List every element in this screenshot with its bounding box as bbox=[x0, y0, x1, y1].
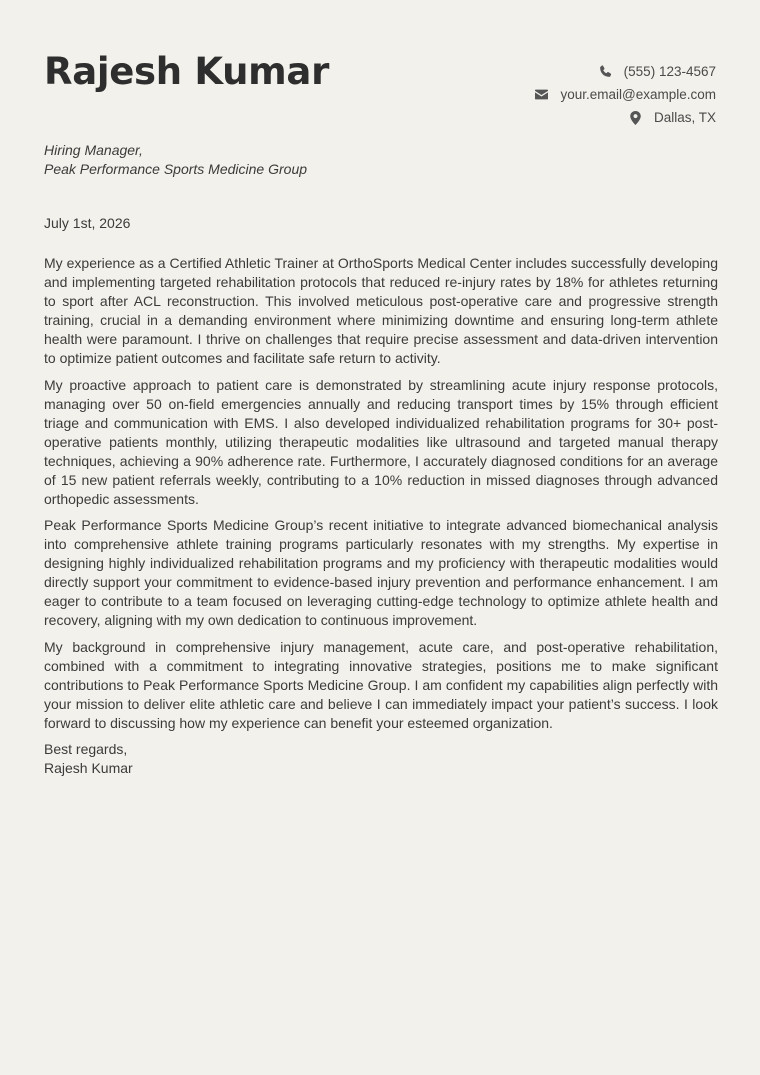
email-text: your.email@example.com bbox=[560, 87, 716, 102]
envelope-icon bbox=[535, 88, 548, 101]
body-paragraph-1: My experience as a Certified Athletic Trainer at OrthoSports Medical Center includes successfully developing and implementing targeted rehabilitation protocols that reduced re-injury rates by 18% for athletes returning to sport after ACL reconstruction. This involved meticulous post-operative care and progressive strength training, crucial in a demanding environment where minimizing downtime and ensuring long-term athlete health were paramount. I thrive on challenges that require precise assessment and data-driven intervention to optimize patient outcomes and facilitate safe return to activity. bbox=[44, 255, 718, 366]
letter-body bbox=[44, 254, 718, 778]
map-pin-icon bbox=[629, 111, 642, 124]
recipient-company: Peak Performance Sports Medicine Group bbox=[44, 161, 308, 177]
closing-block bbox=[44, 740, 718, 778]
body-paragraph-2: My proactive approach to patient care is demonstrated by streamlining acute injury response protocols, managing over 50 on-field emergencies annually and reducing transport times by 15% through efficient triage and communication with EMS. I also developed individualized rehabilitation programs for 30+ post-operative patients monthly, utilizing therapeutic modalities like ultrasound and targeted manual therapy techniques, achieving a 90% adherence rate. Furthermore, I accurately diagnosed conditions for an average of 15 new patient referrals weekly, contributing to a 10% reduction in missed diagnoses through advanced orthopedic assessments. bbox=[44, 376, 718, 507]
contact-phone bbox=[535, 60, 716, 83]
letter-date: July 1st, 2026 bbox=[44, 215, 131, 231]
contact-location bbox=[535, 106, 716, 129]
applicant-name: Rajesh Kumar bbox=[44, 50, 330, 93]
closing-signature: Rajesh Kumar bbox=[44, 760, 133, 776]
phone-icon bbox=[599, 65, 612, 78]
closing-salutation: Best regards, bbox=[44, 741, 128, 757]
contact-email bbox=[535, 83, 716, 106]
letter-header bbox=[44, 0, 718, 130]
cover-letter bbox=[44, 0, 718, 776]
phone-text: (555) 123-4567 bbox=[623, 64, 716, 79]
body-paragraph-4: My background in comprehensive injury management, acute care, and post-operative rehabilitation, combined with a commitment to integrating innovative strategies, positions me to make significant contributions to Peak Performance Sports Medicine Group. I am confident my capabilities align perfectly with your mission to deliver elite athletic care and believe I can immediately impact your patient’s success. I look forward to discussing how my experience can benefit your esteemed organization. bbox=[44, 638, 718, 731]
recipient-block bbox=[44, 141, 307, 179]
contact-info bbox=[535, 60, 716, 129]
body-paragraph-3: Peak Performance Sports Medicine Group’s recent initiative to integrate advanced biomechanical analysis into comprehensive athlete training programs particularly resonates with my strengths. My expertise in designing highly individualized rehabilitation programs and my proficiency with therapeutic modalities would directly support your commitment to evidence-based injury prevention and performance enhancement. I am eager to contribute to a team focused on leveraging cutting-edge technology to optimize athlete health and recovery, aligning with my own dedication to continuous improvement. bbox=[44, 517, 718, 628]
recipient-title: Hiring Manager, bbox=[44, 142, 143, 158]
location-text: Dallas, TX bbox=[653, 110, 716, 125]
